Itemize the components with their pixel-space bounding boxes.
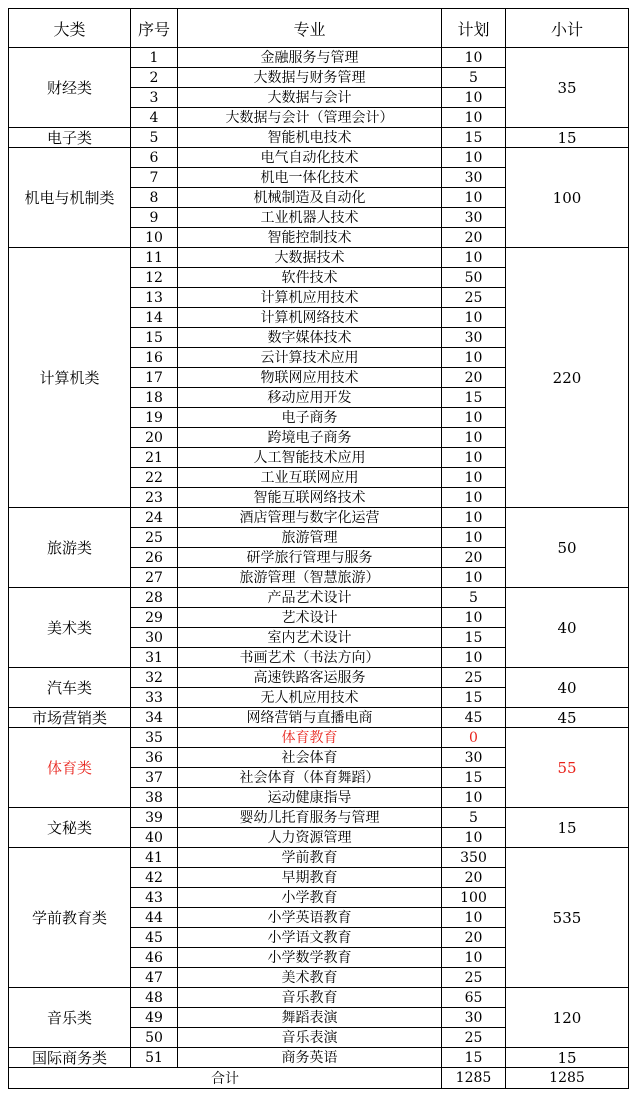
header-row	[9, 9, 629, 48]
header-major: 专业	[178, 9, 442, 48]
no-cell: 46	[131, 948, 178, 968]
plan-cell: 20	[442, 928, 506, 948]
plan-cell: 30	[442, 168, 506, 188]
major-cell: 计算机网络技术	[178, 308, 442, 328]
table-row	[9, 128, 629, 148]
no-cell: 24	[131, 508, 178, 528]
table-row	[9, 988, 629, 1008]
no-cell: 40	[131, 828, 178, 848]
subtotal-cell: 45	[506, 708, 629, 728]
enrollment-plan-table	[8, 8, 629, 1089]
major-cell: 金融服务与管理	[178, 48, 442, 68]
table-row	[9, 248, 629, 268]
major-cell: 社会体育	[178, 748, 442, 768]
no-cell: 34	[131, 708, 178, 728]
major-cell: 学前教育	[178, 848, 442, 868]
no-cell: 38	[131, 788, 178, 808]
no-cell: 4	[131, 108, 178, 128]
major-cell: 旅游管理（智慧旅游）	[178, 568, 442, 588]
major-cell: 云计算技术应用	[178, 348, 442, 368]
major-cell: 体育教育	[178, 728, 442, 748]
table-row	[9, 508, 629, 528]
category-cell: 文秘类	[9, 808, 131, 848]
major-cell: 旅游管理	[178, 528, 442, 548]
plan-cell: 30	[442, 748, 506, 768]
major-cell: 智能互联网络技术	[178, 488, 442, 508]
subtotal-cell: 220	[506, 248, 629, 508]
plan-cell: 15	[442, 128, 506, 148]
no-cell: 6	[131, 148, 178, 168]
plan-cell: 15	[442, 688, 506, 708]
major-cell: 商务英语	[178, 1048, 442, 1068]
plan-cell: 10	[442, 248, 506, 268]
no-cell: 27	[131, 568, 178, 588]
major-cell: 人力资源管理	[178, 828, 442, 848]
plan-cell: 15	[442, 628, 506, 648]
plan-cell: 50	[442, 268, 506, 288]
no-cell: 2	[131, 68, 178, 88]
no-cell: 35	[131, 728, 178, 748]
no-cell: 28	[131, 588, 178, 608]
plan-cell: 10	[442, 488, 506, 508]
header-no: 序号	[131, 9, 178, 48]
plan-cell: 10	[442, 948, 506, 968]
no-cell: 7	[131, 168, 178, 188]
plan-cell: 5	[442, 588, 506, 608]
major-cell: 小学教育	[178, 888, 442, 908]
category-cell: 音乐类	[9, 988, 131, 1048]
no-cell: 5	[131, 128, 178, 148]
plan-cell: 10	[442, 148, 506, 168]
plan-cell: 30	[442, 208, 506, 228]
major-cell: 跨境电子商务	[178, 428, 442, 448]
no-cell: 3	[131, 88, 178, 108]
table-row	[9, 848, 629, 868]
plan-cell: 25	[442, 1028, 506, 1048]
plan-cell: 20	[442, 868, 506, 888]
plan-cell: 45	[442, 708, 506, 728]
major-cell: 数字媒体技术	[178, 328, 442, 348]
plan-cell: 10	[442, 568, 506, 588]
no-cell: 31	[131, 648, 178, 668]
plan-cell: 10	[442, 608, 506, 628]
plan-cell: 100	[442, 888, 506, 908]
table-row	[9, 588, 629, 608]
major-cell: 社会体育（体育舞蹈）	[178, 768, 442, 788]
no-cell: 11	[131, 248, 178, 268]
no-cell: 9	[131, 208, 178, 228]
no-cell: 18	[131, 388, 178, 408]
no-cell: 30	[131, 628, 178, 648]
major-cell: 大数据与会计	[178, 88, 442, 108]
table-row	[9, 728, 629, 748]
no-cell: 41	[131, 848, 178, 868]
subtotal-cell: 40	[506, 668, 629, 708]
plan-cell: 15	[442, 388, 506, 408]
no-cell: 16	[131, 348, 178, 368]
major-cell: 工业机器人技术	[178, 208, 442, 228]
header-subtotal: 小计	[506, 9, 629, 48]
no-cell: 14	[131, 308, 178, 328]
table-row	[9, 48, 629, 68]
no-cell: 17	[131, 368, 178, 388]
major-cell: 产品艺术设计	[178, 588, 442, 608]
major-cell: 艺术设计	[178, 608, 442, 628]
no-cell: 49	[131, 1008, 178, 1028]
major-cell: 美术教育	[178, 968, 442, 988]
no-cell: 13	[131, 288, 178, 308]
major-cell: 音乐教育	[178, 988, 442, 1008]
total-label: 合计	[9, 1068, 442, 1089]
plan-cell: 10	[442, 908, 506, 928]
total-plan: 1285	[442, 1068, 506, 1089]
no-cell: 15	[131, 328, 178, 348]
plan-cell: 10	[442, 828, 506, 848]
no-cell: 51	[131, 1048, 178, 1068]
no-cell: 8	[131, 188, 178, 208]
major-cell: 研学旅行管理与服务	[178, 548, 442, 568]
category-cell: 市场营销类	[9, 708, 131, 728]
plan-cell: 10	[442, 408, 506, 428]
no-cell: 33	[131, 688, 178, 708]
category-cell: 财经类	[9, 48, 131, 128]
subtotal-cell: 120	[506, 988, 629, 1048]
major-cell: 智能控制技术	[178, 228, 442, 248]
major-cell: 舞蹈表演	[178, 1008, 442, 1028]
major-cell: 网络营销与直播电商	[178, 708, 442, 728]
plan-cell: 30	[442, 328, 506, 348]
category-cell: 国际商务类	[9, 1048, 131, 1068]
subtotal-cell: 15	[506, 128, 629, 148]
no-cell: 42	[131, 868, 178, 888]
major-cell: 酒店管理与数字化运营	[178, 508, 442, 528]
no-cell: 39	[131, 808, 178, 828]
major-cell: 人工智能技术应用	[178, 448, 442, 468]
major-cell: 物联网应用技术	[178, 368, 442, 388]
table-row	[9, 808, 629, 828]
category-cell: 学前教育类	[9, 848, 131, 988]
total-subtotal: 1285	[506, 1068, 629, 1089]
major-cell: 移动应用开发	[178, 388, 442, 408]
category-cell: 旅游类	[9, 508, 131, 588]
table-row	[9, 148, 629, 168]
no-cell: 25	[131, 528, 178, 548]
no-cell: 45	[131, 928, 178, 948]
major-cell: 早期教育	[178, 868, 442, 888]
subtotal-cell: 15	[506, 808, 629, 848]
no-cell: 12	[131, 268, 178, 288]
major-cell: 书画艺术（书法方向）	[178, 648, 442, 668]
no-cell: 47	[131, 968, 178, 988]
plan-cell: 0	[442, 728, 506, 748]
plan-cell: 20	[442, 368, 506, 388]
major-cell: 电子商务	[178, 408, 442, 428]
plan-cell: 15	[442, 1048, 506, 1068]
header-plan: 计划	[442, 9, 506, 48]
plan-cell: 65	[442, 988, 506, 1008]
category-cell: 体育类	[9, 728, 131, 808]
plan-cell: 20	[442, 228, 506, 248]
plan-cell: 10	[442, 48, 506, 68]
no-cell: 36	[131, 748, 178, 768]
category-cell: 计算机类	[9, 248, 131, 508]
no-cell: 1	[131, 48, 178, 68]
plan-cell: 10	[442, 88, 506, 108]
no-cell: 50	[131, 1028, 178, 1048]
header-category: 大类	[9, 9, 131, 48]
category-cell: 机电与机制类	[9, 148, 131, 248]
subtotal-cell: 55	[506, 728, 629, 808]
no-cell: 37	[131, 768, 178, 788]
major-cell: 机电一体化技术	[178, 168, 442, 188]
plan-cell: 10	[442, 308, 506, 328]
subtotal-cell: 50	[506, 508, 629, 588]
plan-cell: 10	[442, 108, 506, 128]
no-cell: 21	[131, 448, 178, 468]
major-cell: 高速铁路客运服务	[178, 668, 442, 688]
major-cell: 工业互联网应用	[178, 468, 442, 488]
plan-cell: 5	[442, 808, 506, 828]
major-cell: 大数据与会计（管理会计）	[178, 108, 442, 128]
table-row	[9, 668, 629, 688]
no-cell: 29	[131, 608, 178, 628]
major-cell: 机械制造及自动化	[178, 188, 442, 208]
plan-cell: 10	[442, 428, 506, 448]
major-cell: 大数据与财务管理	[178, 68, 442, 88]
subtotal-cell: 535	[506, 848, 629, 988]
plan-cell: 10	[442, 648, 506, 668]
plan-cell: 25	[442, 668, 506, 688]
major-cell: 小学语文教育	[178, 928, 442, 948]
plan-cell: 25	[442, 288, 506, 308]
plan-cell: 10	[442, 788, 506, 808]
major-cell: 小学英语教育	[178, 908, 442, 928]
plan-cell: 20	[442, 548, 506, 568]
subtotal-cell: 35	[506, 48, 629, 128]
category-cell: 美术类	[9, 588, 131, 668]
plan-cell: 10	[442, 188, 506, 208]
no-cell: 20	[131, 428, 178, 448]
category-cell: 汽车类	[9, 668, 131, 708]
major-cell: 运动健康指导	[178, 788, 442, 808]
plan-cell: 350	[442, 848, 506, 868]
subtotal-cell: 40	[506, 588, 629, 668]
plan-cell: 10	[442, 348, 506, 368]
subtotal-cell: 15	[506, 1048, 629, 1068]
major-cell: 电气自动化技术	[178, 148, 442, 168]
plan-cell: 10	[442, 468, 506, 488]
no-cell: 32	[131, 668, 178, 688]
no-cell: 44	[131, 908, 178, 928]
no-cell: 23	[131, 488, 178, 508]
major-cell: 大数据技术	[178, 248, 442, 268]
no-cell: 22	[131, 468, 178, 488]
plan-cell: 10	[442, 448, 506, 468]
major-cell: 无人机应用技术	[178, 688, 442, 708]
major-cell: 婴幼儿托育服务与管理	[178, 808, 442, 828]
no-cell: 43	[131, 888, 178, 908]
major-cell: 软件技术	[178, 268, 442, 288]
major-cell: 智能机电技术	[178, 128, 442, 148]
plan-cell: 10	[442, 508, 506, 528]
plan-cell: 30	[442, 1008, 506, 1028]
no-cell: 19	[131, 408, 178, 428]
no-cell: 10	[131, 228, 178, 248]
table-row	[9, 1048, 629, 1068]
subtotal-cell: 100	[506, 148, 629, 248]
no-cell: 26	[131, 548, 178, 568]
plan-cell: 25	[442, 968, 506, 988]
major-cell: 音乐表演	[178, 1028, 442, 1048]
major-cell: 计算机应用技术	[178, 288, 442, 308]
table-body	[9, 48, 629, 1068]
table-row	[9, 708, 629, 728]
plan-cell: 10	[442, 528, 506, 548]
no-cell: 48	[131, 988, 178, 1008]
total-row	[9, 1068, 629, 1089]
plan-cell: 15	[442, 768, 506, 788]
major-cell: 小学数学教育	[178, 948, 442, 968]
plan-cell: 5	[442, 68, 506, 88]
category-cell: 电子类	[9, 128, 131, 148]
major-cell: 室内艺术设计	[178, 628, 442, 648]
